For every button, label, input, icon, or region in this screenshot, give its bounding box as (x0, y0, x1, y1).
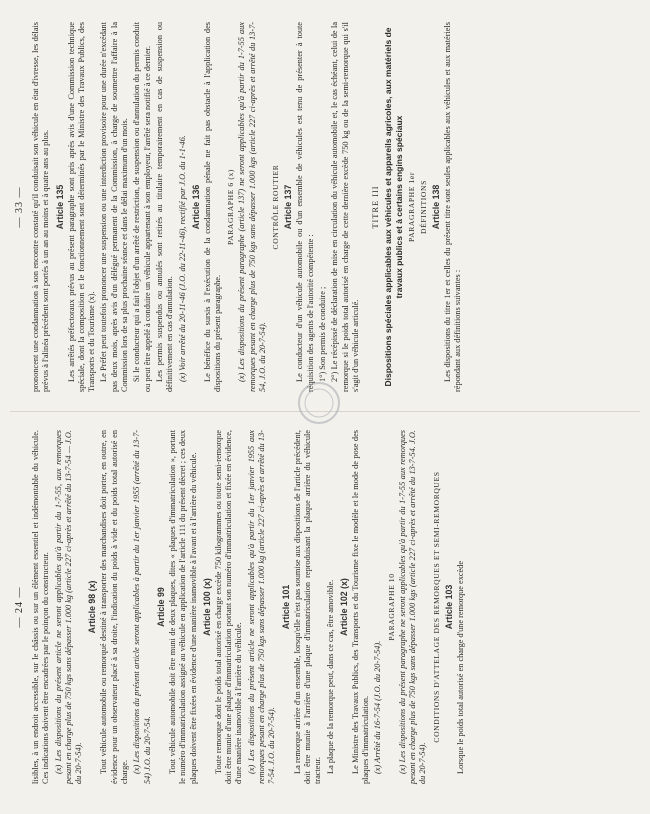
page-number: — 33 — (14, 186, 25, 228)
paragraph: Lorsque le poids total autorisé en charge d'une remorque excède (455, 560, 465, 774)
paragraph: Le Ministre des Travaux Publics, des Transports et du Tourisme fixe le modèle et le mode de pose des plaques d'immatriculation. (350, 430, 371, 784)
article-heading: Article 98 (x) (87, 580, 98, 634)
article-heading: Article 101 (280, 584, 291, 630)
paragraph: Le Préfet peut toutefois prononcer une suspension ou une interdiction provisoire pour une durée n'excédant pas deux mois, après avis d'un délégué permanent de la Commission, à charge de soumettre l'affaire à la Commission lors de sa plus prochaine séance et dans le délai maximum d'un mois. (99, 22, 130, 392)
title-subheading: Dispositions spéciales applicables aux véhicules et appareils agricoles, aux matériels de travaux publics et à certains engins spéciaux (383, 27, 404, 387)
section-heading: CONTRÔLE ROUTIER (271, 164, 281, 250)
footnote: (x) Les dispositions du présent paragraphe ne seront applicables qu'à partir du 1-7-55 aux remorques pesant en charge plus de 750 kgs sans dépasser 1.000 kgs (article 227 ci-après et arrêté du 13-7-54. J.O. du 20-7-54). (397, 430, 428, 784)
article-heading: Article 136 (190, 184, 201, 230)
article-heading: Article 102 (x) (338, 578, 349, 636)
section-heading: CONDITIONS D'ATTELAGE DES REMORQUES ET SEMI-REMORQUES (431, 471, 441, 743)
paragraph: Si le conducteur qui a fait l'objet d'un arrêté de restriction, de suspension ou d'annulation du permis conduit ou peut être appelé à conduire un véhicule appartenant à son employeur, l'arrêté sera notifié à ce dernier. (132, 22, 152, 392)
footnote: (x) Arrêté du 16-7-54 (J.O. du 20-7-54). (373, 640, 383, 774)
article-heading: Article 99 (155, 587, 166, 627)
title-heading: TITRE III (371, 185, 381, 229)
list-item: 2°) Le récépissé de déclaration de mise en circulation du véhicule automobile et, le cas échéant, celui de la remorque si le poids total autorisé en charge de cette dernière excède 750 kg ou de la semi-remorque qui s'il s'agit d'un véhicule articulé. (330, 22, 360, 392)
article-heading: Article 138 (431, 184, 442, 230)
paragraph: Tout véhicule automobile ou remorqué destiné à transporter des marchandises doit porter, en outre, en évidence pour un observateur placé à sa droite, l'indication du poids à vide et du poids total autorisé en charge. (99, 430, 130, 784)
paragraph: prononcent une condamnation à son encontre constaté qu'il conduisait son véhicule en état d'ivresse, les délais prévus à l'alinéa précédent sont portés à un an au moins et à quatre ans au plus. (31, 22, 51, 392)
footnote: (x) Les dispositions du présent article ne seront applicables qu'à partir du 1er janvier 1955 aux remorques pesant en charge plus de 750 kgs sans dépasser 1.000 kg (article 227 ci-après et arrêté du 13-7-54. J.O. du 20-7-54). (246, 430, 277, 784)
footnote: (x) Voir arrêté du 20-11-46 (J.O. du 22-11-46), rectifié par J.O. du 1-1-46. (177, 135, 187, 382)
paragraph-heading: PARAGRAPHE 6 (x) (226, 169, 236, 245)
article-heading: Article 135 (54, 184, 65, 230)
paragraph: Les arrêtés préfectoraux prévus au présent paragraphe sont pris après avis d'une Commission technique spéciale, dont la composition et le fonctionnement sont déterminés par le Ministre des Travaux Publics, des Transports et du Tourisme (x). (66, 22, 97, 392)
paragraph: Le conducteur d'un véhicule automobile ou d'un ensemble de véhicules est tenu de présenter à toute réquisition des agents de l'autorité compétente : (295, 22, 315, 392)
footnote: (x) Les dispositions du présent paragraphe (article 137) ne seront applicables qu'à partir du 1-7-55 aux remorques pesant en charge plus de 750 kgs sans dépasser 1.000 kgs (article 227 ci-après et arrêté du 13-7-54, J.O. du 20-7-54). (237, 22, 268, 392)
paragraph: lisibles, à un endroit accessible, sur le châssis ou sur un élément essentiel et indémontable du véhicule. Ces indications doivent être encadrées par le poinçon du constructeur. (31, 430, 51, 784)
article-heading: Article 137 (283, 184, 294, 230)
paragraph: Les permis suspendus ou annulés sont retirés au titulaire temporairement en cas de suspension ou définitivement en cas d'annulation. (154, 22, 175, 392)
paragraph: Tout véhicule automobile doit être muni de deux plaques, dites « plaques d'immatriculation », portant le numéro d'immatriculation assigné au véhicule en application de l'article 111 du présent décret ; ces deux plaques doivent être fixées en évidence d'une manière inamovible à l'avant et à l'arrière du véhicule. (167, 430, 198, 784)
paragraph: Toute remorque dont le poids total autorisé en charge excède 750 kilogrammes ou toute semi-remorque doit être munie d'une plaque d'immatriculation portant son numéro d'immatriculation et fixée en évidence, d'une manière inamovible à l'arrière du véhicule. (213, 430, 244, 784)
page-number: — 24 — (14, 586, 25, 628)
left-page (0, 410, 650, 814)
section-heading: DÉFINITIONS (419, 180, 429, 234)
paragraph: La remorque arrière d'un ensemble, lorsqu'elle n'est pas soumise aux dispositions de l'article précédent, doit être munie à l'arrière d'une plaque d'immatriculation reproduisant la plaque arrière du véhicule tracteur. (292, 430, 323, 784)
paragraph-heading: PARAGRAPHE 10 (386, 573, 396, 641)
footnote: (x) Les dispositions du présent article ne seront applicables qu'à partir du 1-7-55, aux remorques pesant en charge plus de 750 kgs sans dépasser 1.000 kg (article 227 ci-après et arrêté du 13-7-54 — J.O. du 20-7-54). (53, 430, 84, 784)
footnote: (x) Les dispositions du présent article seront applicables à partir du 1er janvier 1955 (arrêté du 13-7-54) J.O. du 20-7-54. (132, 430, 152, 784)
paragraph: Le bénéfice du sursis à l'exécution de la condamnation pénale ne fait pas obstacle à l'application des dispositions du présent paragraphe. (202, 22, 223, 392)
article-heading: Article 103 (443, 584, 454, 630)
paragraph: Les dispositions du titre 1er et celles du présent titre sont seules applicables aux véhicules et aux matériels répondant aux définitions suivantes : (443, 22, 463, 392)
paragraph: La plaque de la remorque peut, dans ce cas, être amovible. (325, 579, 335, 774)
article-heading: Article 100 (x) (201, 578, 212, 636)
paragraph-heading: PARAGRAPHE 1er (407, 172, 417, 242)
list-item: 1°) Son permis de conduire ; (317, 286, 327, 382)
library-stamp-icon (296, 380, 342, 426)
